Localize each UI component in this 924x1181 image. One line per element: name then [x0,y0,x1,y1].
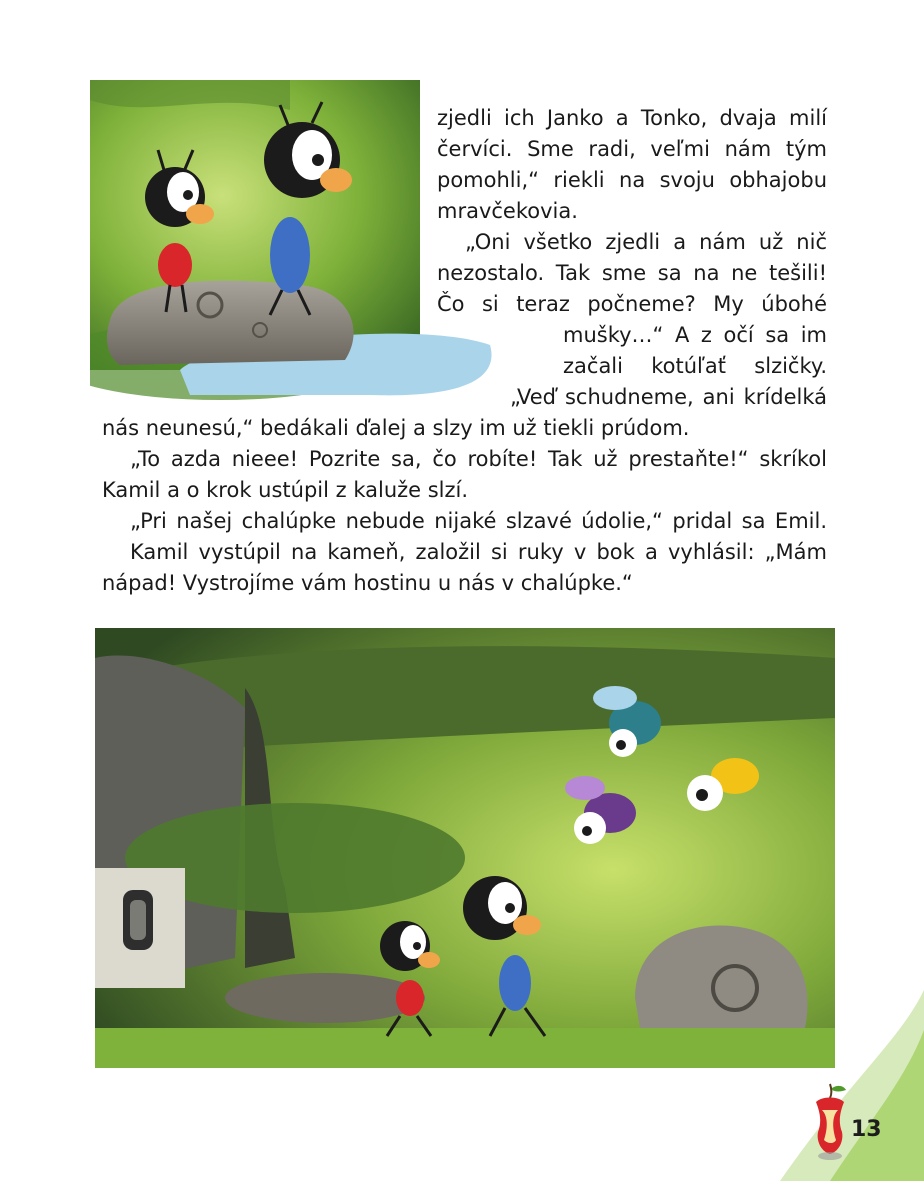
text-line: začali kotúľať slzičky. [563,354,827,378]
text-line: Kamil a o krok ustúpil z kaluže slzí. [102,478,469,502]
text-line: zjedli ich Janko a Tonko, dvaja milí [437,106,827,130]
page-number: 13 [851,1117,882,1142]
text-line: nás neunesú,“ bedákali ďalej a slzy im už tiekli prúdom. [102,416,690,440]
text-line: Kamil vystúpil na kameň, založil si ruky v bok a vyhlásil: „Mám [130,540,827,564]
text-line: „Oni všetko zjedli a nám už nič [465,230,827,254]
text-line: mravčekovia. [437,199,578,223]
apple-core-icon [808,1082,852,1162]
text-line: mušky…“ A z očí sa im [563,323,827,347]
text-line: nápad! Vystrojíme vám hostinu u nás v chalúpke.“ [102,571,633,595]
illustration-forest-scene [95,628,835,1068]
text-line: nezostalo. Tak sme sa na ne tešili! [437,261,827,285]
text-line: pomohli,“ riekli na svoju obhajobu [437,168,827,192]
text-line: „Veď schudneme, ani krídelká [510,385,827,409]
text-line: Čo si teraz počneme? My úbohé [437,292,827,316]
text-line: „Pri našej chalúpke nebude nijaké slzavé údolie,“ pridal sa Emil. [130,509,827,533]
text-line: červíci. Sme radi, veľmi nám tým [437,137,827,161]
text-line: „To azda nieee! Pozrite sa, čo robíte! Tak už prestaňte!“ skríkol [130,447,827,471]
